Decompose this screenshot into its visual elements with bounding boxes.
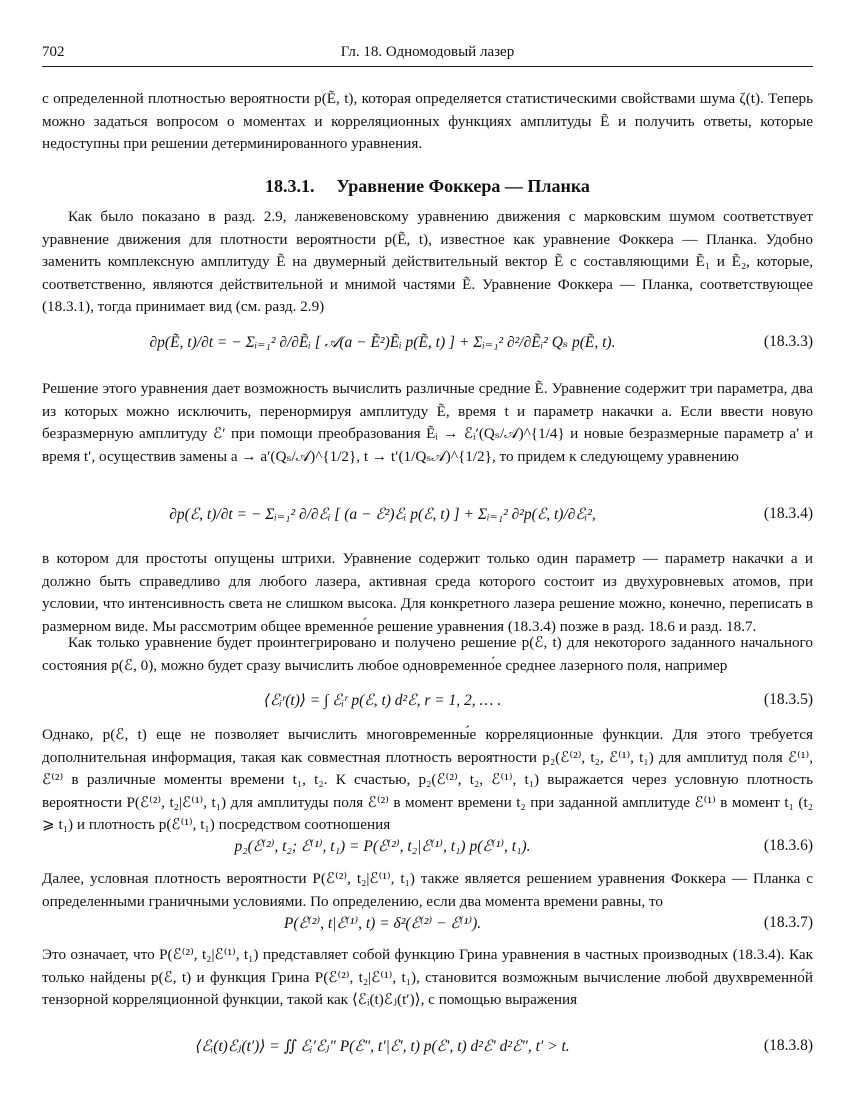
equation-formula: P(ℰ⁽²⁾, t|ℰ⁽¹⁾, t) = δ²(ℰ⁽²⁾ − ℰ⁽¹⁾). (283, 914, 482, 932)
equation-number: (18.3.7) (763, 914, 813, 931)
equation-formula: ⟨ℰᵢ(t)ℰⱼ(t′)⟩ = ∬ ℰᵢ′ℰⱼ″ P(ℰ″, t′|ℰ′, t) p(ℰ′, t) d²ℰ′ d²ℰ″, t′ > t. (195, 1037, 570, 1055)
paragraph-3: в котором для простоты опущены штрихи. Уравнение содержит только один параметр — параметр накачки a и должно быть справедливо для любого лазера, активная среда которого состоит из двухуровневых атомов, при условии, что интенсивность света не слишком высока. Для конкретного лазера решение можно, конечно, переписать в размерном виде. Мы рассмотрим общее временно́е решение уравнения (18.3.4) позже в разд. 18.6 и разд. 18.7. (42, 550, 813, 635)
paragraph-6: Далее, условная плотность вероятности P(ℰ⁽²⁾, t₂|ℰ⁽¹⁾, t₁) также является решением уравнения Фоккера — Планка с определенными граничными условиями. По определению, если два момента времени равны, то (42, 870, 813, 910)
equation-number: (18.3.4) (763, 505, 813, 522)
equation-18-3-8 (42, 1026, 813, 1066)
equation-formula: ⟨ℰᵢʳ(t)⟩ = ∫ ℰᵢʳ p(ℰ, t) d²ℰ, r = 1, 2, … . (263, 691, 502, 709)
paragraph-4: Как только уравнение будет проинтегрировано и получено решение p(ℰ, t) для некоторого заданного начального состояния p(ℰ, 0), можно будет сразу вычислить любое одновременно́е среднее лазерного поля, например (42, 634, 813, 674)
section-heading (42, 176, 813, 197)
equation-number: (18.3.3) (763, 333, 813, 350)
page-number: 702 (42, 44, 65, 60)
header-rule (42, 66, 813, 67)
running-header (42, 40, 813, 62)
equation-18-3-4 (42, 484, 813, 544)
paragraph-top: с определенной плотностью вероятности p(Ẽ, t), которая определяется статистическими свойствами шума ζ(t). Теперь можно задаться вопросом о моментах и корреляционных функциях амплитуды Ẽ и получить ответы, которые недоступны при решении детерминированного уравнения. (42, 90, 813, 152)
equation-18-3-6 (42, 830, 813, 862)
equation-18-3-3 (42, 312, 813, 372)
paragraph-7: Это означает, что P(ℰ⁽²⁾, t₂|ℰ⁽¹⁾, t₁) представляет собой функцию Грина уравнения в частных производных (18.3.4). Как только найдены p(ℰ, t) и функция Грина P(ℰ⁽²⁾, t₂|ℰ⁽¹⁾, t₁), становится возможным вычисление любой двухвременно́й тензорной корреляционной функции, такой как ⟨ℰᵢ(t)ℰⱼ(t′)⟩, с помощью выражения (42, 946, 813, 1008)
equation-number: (18.3.8) (763, 1037, 813, 1054)
paragraph-1: Как было показано в разд. 2.9, ланжевеновскому уравнению движения с марковским шумом соответствует уравнение движения для плотности вероятности p(Ẽ, t), известное как уравнение Фоккера — Планка. Удобно заменить комплексную амплитуду Ẽ на двумерный действительный вектор Ẽ с составляющими Ẽ₁ и Ẽ₂, которые, соответственно, являются действительной и мнимой частями Ẽ. Уравнение Фоккера — Планка, соответствующее (18.3.1), тогда принимает вид (см. разд. 2.9) (42, 208, 813, 315)
paragraph-5: Однако, p(ℰ, t) еще не позволяет вычислить многовременны́е корреляционные функции. Для этого требуется дополнительная информация, такая как совместная плотность вероятности p₂(ℰ⁽²⁾, t₂, ℰ⁽¹⁾, t₁) для амплитуд поля ℰ⁽¹⁾, ℰ⁽²⁾ в различные моменты времени t₁, t₂. К счастью, p₂(ℰ⁽²⁾, t₂, ℰ⁽¹⁾, t₁) выражается через условную плотность вероятности P(ℰ⁽²⁾, t₂|ℰ⁽¹⁾, t₁) для амплитуды поля ℰ⁽²⁾ в момент времени t₂ при заданной амплитуде ℰ⁽¹⁾ в момент t₁ (t₂ ⩾ t₁) и плотность p(ℰ⁽¹⁾, t₁) посредством соотношения (42, 726, 813, 833)
section-title: Уравнение Фоккера — Планка (336, 176, 590, 196)
equation-number: (18.3.6) (763, 837, 813, 854)
paragraph-2: Решение этого уравнения дает возможность вычислить различные средние Ẽ. Уравнение содержит три параметра, два из которых можно исключить, перенормируя амплитуду Ẽ, время t и параметр накачки a. Если ввести новую безразмерную амплитуду ℰ′ при помощи преобразования Ẽᵢ → ℰᵢ′(Qₛ/𝒜)^{1/4} и новые безразмерные параметр a′ и время t′, осуществив замены a → a′(Qₛ/𝒜)^{1/2}, t → t′(1/Qₛ𝒜)^{1/2}, то придем к следующему уравнению (42, 380, 813, 465)
equation-formula: p₂(ℰ⁽²⁾, t₂; ℰ⁽¹⁾, t₁) = P(ℰ⁽²⁾, t₂|ℰ⁽¹⁾, t₁) p(ℰ⁽¹⁾, t₁). (234, 837, 531, 855)
equation-formula: ∂p(Ẽ, t)/∂t = − Σᵢ₌₁² ∂/∂Ẽᵢ [ 𝒜(a − Ẽ²)Ẽᵢ p(Ẽ, t) ] + Σᵢ₌₁² ∂²/∂Ẽᵢ² Qₛ p(Ẽ, t). (149, 333, 616, 351)
equation-18-3-5 (42, 678, 813, 722)
equation-18-3-7 (42, 908, 813, 938)
equation-formula: ∂p(ℰ, t)/∂t = − Σᵢ₌₁² ∂/∂ℰᵢ [ (a − ℰ²)ℰᵢ p(ℰ, t) ] + Σᵢ₌₁² ∂²p(ℰ, t)/∂ℰᵢ², (169, 505, 596, 523)
equation-number: (18.3.5) (763, 691, 813, 708)
section-number: 18.3.1. (265, 176, 315, 196)
running-title: Гл. 18. Одномодовый лазер (340, 44, 515, 60)
